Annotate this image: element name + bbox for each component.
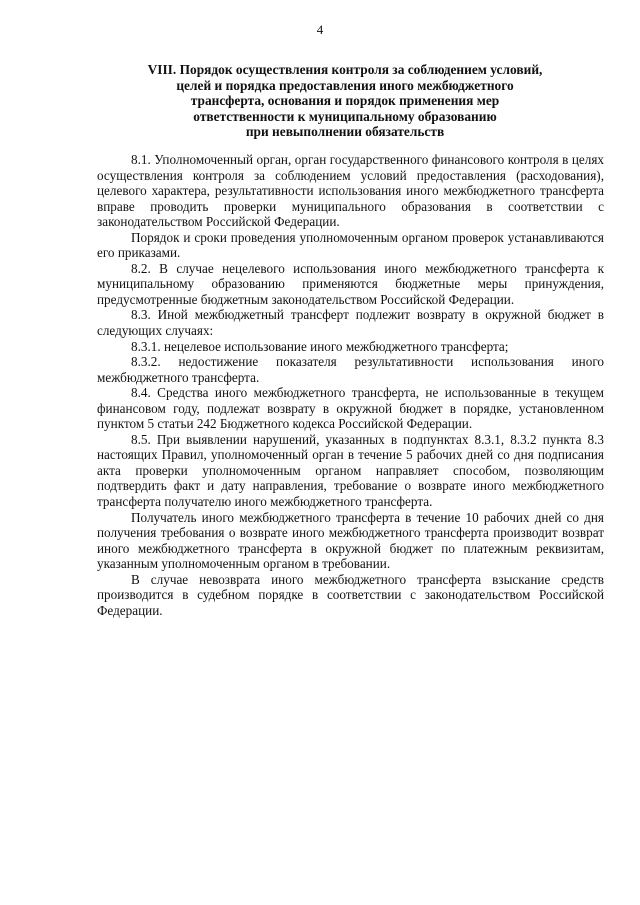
paragraph-8-3-2: 8.3.2. недостижение показателя результативности использования иного межбюджетного трансферта. [97, 354, 604, 385]
paragraph-8-1: 8.1. Уполномоченный орган, орган государственного финансового контроля в целях осуществления контроля за соблюдением условий предоставления (расходования), целевого характера, результативности использования иного межбюджетного трансферта вправе проводить проверки муниципального образования в соответствии с законодательством Российской Федерации. [97, 152, 604, 230]
heading-line: ответственности к муниципальному образованию [193, 108, 497, 124]
paragraph-8-1-order: Порядок и сроки проведения уполномоченным органом проверок устанавливаются его приказами. [97, 229, 604, 261]
paragraph-8-4: 8.4. Средства иного межбюджетного трансферта, не использованные в текущем финансовом году, подлежат возврату в окружной бюджет в порядке, установленном пунктом 5 статьи 242 Бюджетного кодекса Российской Федерации. [97, 385, 604, 432]
heading-line: трансферта, основания и порядок применения мер [190, 93, 500, 109]
heading-line: при невыполнении обязательств [245, 124, 445, 140]
heading-line: целей и порядка предоставления иного межбюджетного [176, 77, 514, 93]
section-heading [110, 62, 580, 140]
paragraph-8-3: 8.3. Иной межбюджетный трансферт подлежит возврату в окружной бюджет в следующих случаях: [97, 307, 604, 339]
paragraph-8-5-recovery: В случае невозврата иного межбюджетного трансферта взыскание средств производится в судебном порядке в соответствии с законодательством Российской Федерации. [97, 571, 604, 618]
paragraph-8-2: 8.2. В случае нецелевого использования иного межбюджетного трансферта к муниципальному образованию применяются бюджетные меры принуждения, предусмотренные бюджетным законодательством Российской Федерации. [97, 260, 604, 307]
heading-line: VIII. Порядок осуществления контроля за соблюдением условий, [147, 62, 543, 77]
paragraph-8-3-1: 8.3.1. нецелевое использование иного межбюджетного трансферта; [131, 338, 509, 354]
page-number: 4 [316, 22, 324, 37]
document-body [97, 152, 604, 618]
paragraph-8-5-recipient: Получатель иного межбюджетного трансферта в течение 10 рабочих дней со дня получения требования о возврате иного межбюджетного трансферта производит возврат иного межбюджетного трансферта в окружной бюджет по платежным реквизитам, указанным уполномоченным органом в требовании. [97, 509, 604, 572]
paragraph-8-5: 8.5. При выявлении нарушений, указанных в подпунктах 8.3.1, 8.3.2 пункта 8.3 настоящих Правил, уполномоченный орган в течение 5 рабочих дней со дня подписания акта проверки уполномоченным органом направляет способом, позволяющим подтвердить факт и дату направления, требование о возврате иного межбюджетного трансферта получателю иного межбюджетного трансферта. [97, 431, 604, 510]
